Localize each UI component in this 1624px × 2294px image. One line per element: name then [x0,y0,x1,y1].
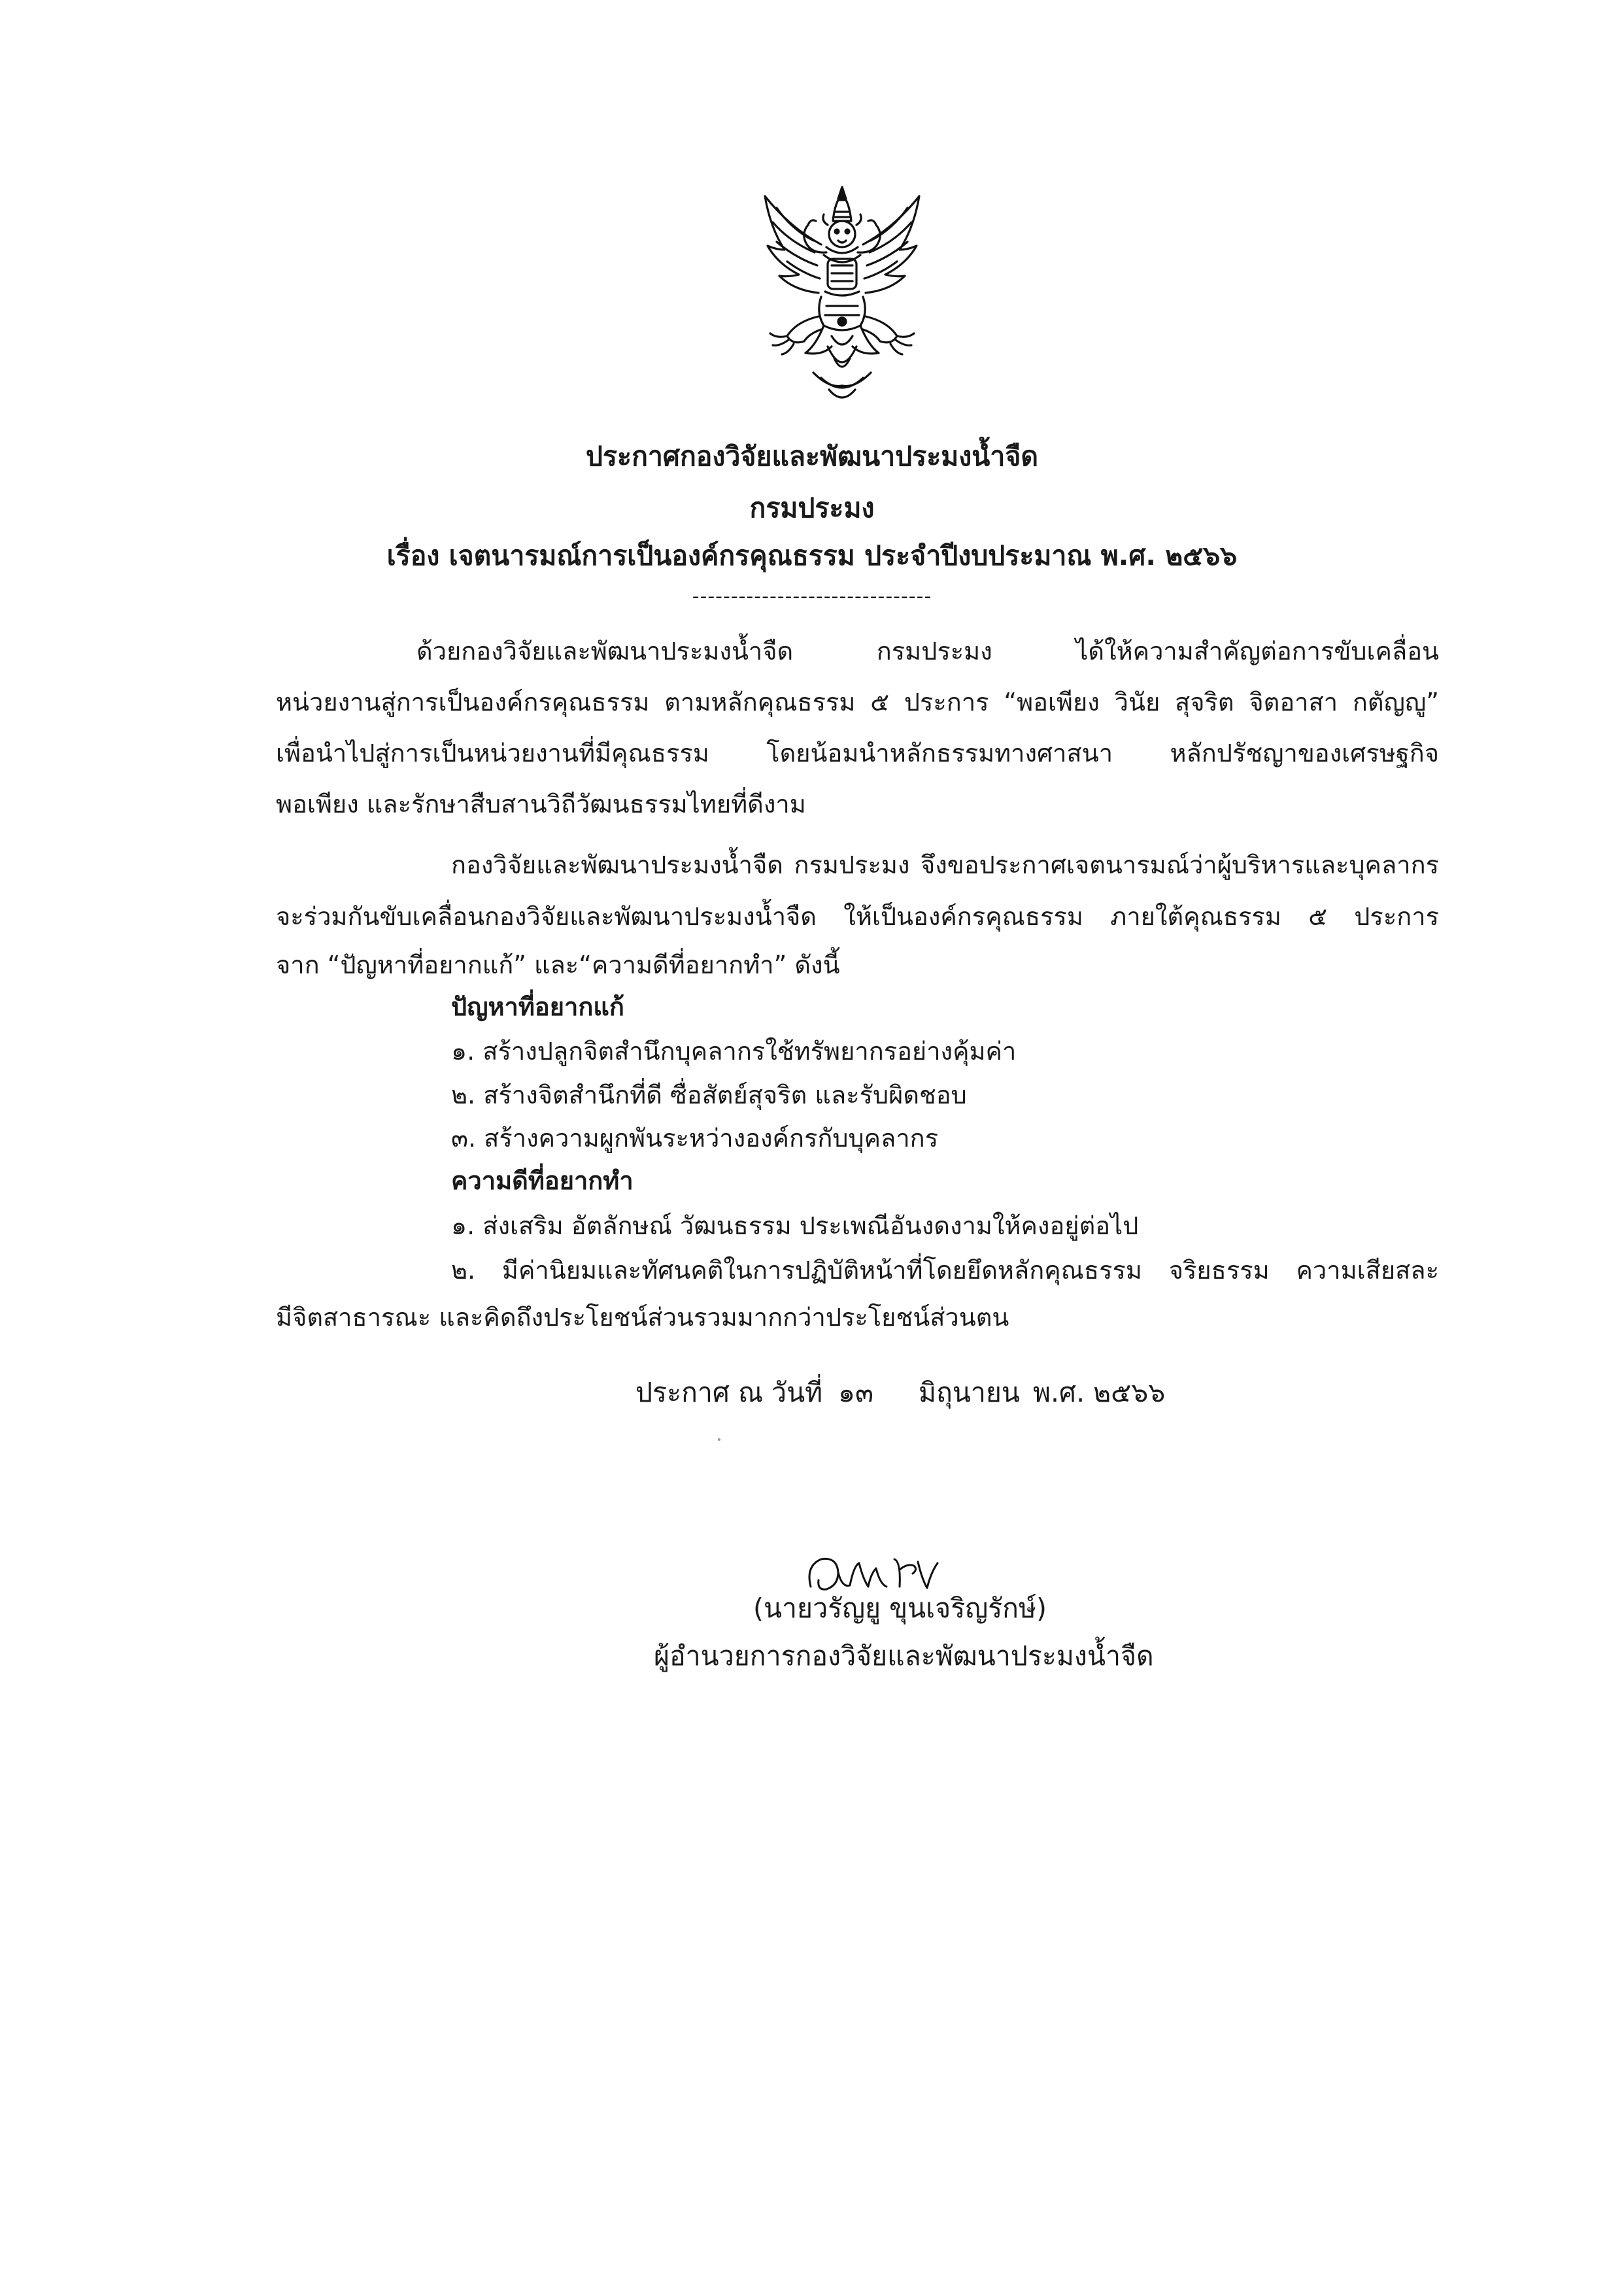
paragraph2-line2: จะร่วมกันขับเคลื่อนกองวิจัยและพัฒนาประมงน้ำจืด ให้เป็นองค์กรคุณธรรม ภายใต้คุณธรรม ๕ ประการ [276,902,1439,931]
problem-item-3: ๓. สร้างความผูกพันระหว่างองค์กรกับบุคลากร [451,1124,939,1153]
goodness-item-1: ๑. ส่งเสริม อัตลักษณ์ วัฒนธรรม ประเพณีอันงดงามให้คงอยู่ต่อไป [451,1211,1139,1240]
problem-item-1: ๑. สร้างปลูกจิตสำนึกบุคลากรใช้ทรัพยากรอย่างคุ้มค่า [451,1037,1017,1066]
problem-item-2: ๒. สร้างจิตสำนึกที่ดี ซื่อสัตย์สุจริต และรับผิดชอบ [451,1081,967,1109]
goodness-item-2-line1: ๒. มีค่านิยมและทัศนคติในการปฏิบัติหน้าที่โดยยึดหลักคุณธรรม จริยธรรม ความเสียสละ [451,1256,1439,1285]
paragraph1-line3: เพื่อนำไปสู่การเป็นหน่วยงานที่มีคุณธรรม โดยน้อมนำหลักธรรมทางศาสนา หลักปรัชญาของเศรษฐกิจ [276,739,1439,767]
signer-name: (นายวรัญยู ขุนเจริญรักษ์) [753,1593,1047,1624]
goodness-heading: ความดีที่อยากทำ [451,1166,634,1195]
signer-position: ผู้อำนวยการกองวิจัยและพัฒนาประมงน้ำจืด [654,1640,1154,1672]
department-name: กรมประมง [749,492,875,524]
date-year: พ.ศ. ๒๕๖๖ [1033,1377,1166,1408]
date-month: มิถุนายน [919,1377,1020,1408]
announcement-title: ประกาศกองวิจัยและพัฒนาประมงน้ำจืด [586,441,1038,472]
problems-heading: ปัญหาที่อยากแก้ [451,992,624,1021]
header-divider: ------------------------------- [692,585,932,608]
garuda-emblem-icon [751,182,934,407]
date-day: ๑๓ [838,1377,874,1408]
date-prefix: ประกาศ ณ วันที่ [635,1377,823,1408]
paragraph2-line1: กองวิจัยและพัฒนาประมงน้ำจืด กรมประมง จึงขอประกาศเจตนารมณ์ว่าผู้บริหารและบุคลากร [451,851,1439,879]
paragraph1-line1: ด้วยกองวิจัยและพัฒนาประมงน้ำจืด กรมประมง ได้ให้ความสำคัญต่อการขับเคลื่อน [416,637,1439,666]
goodness-item-2-line2: มีจิตสาธารณะ และคิดถึงประโยชน์ส่วนรวมมากกว่าประโยชน์ส่วนตน [276,1303,1009,1332]
paragraph2-line3: จาก “ปัญหาที่อยากแก้” และ“ความดีที่อยากทำ” ดังนี้ [276,951,840,979]
scan-speck [718,1438,720,1441]
announcement-subject: เรื่อง เจตนารมณ์การเป็นองค์กรคุณธรรม ประจำปีงบประมาณ พ.ศ. ๒๕๖๖ [386,540,1238,571]
paragraph1-line2: หน่วยงานสู่การเป็นองค์กรคุณธรรม ตามหลักคุณธรรม ๕ ประการ “พอเพียง วินัย สุจริต จิตอาสา กตัญญู” [276,688,1439,717]
paragraph1-line4: พอเพียง และรักษาสืบสานวิถีวัฒนธรรมไทยที่ดีงาม [276,790,806,818]
